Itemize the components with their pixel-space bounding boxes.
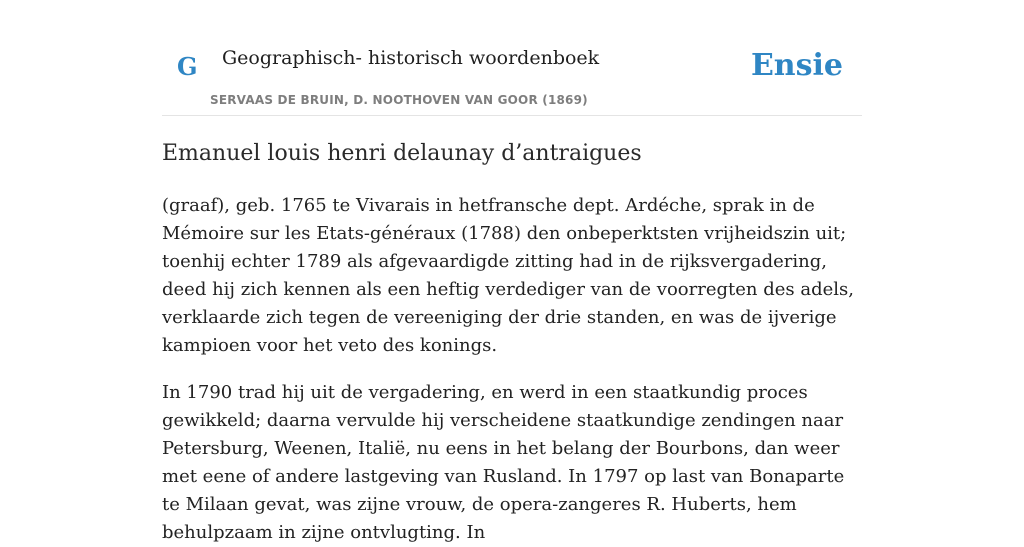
article (162, 136, 862, 547)
article-paragraph: In 1790 trad hij uit de vergadering, en werd in een staatkundig proces gewikkeld; daarna vervulde hij verscheidene staatkundige zendingen naar Petersburg, Weenen, Italië, nu eens in het belang der Bourbons, dan weer met eene of andere lastgeving van Rusland. In 1797 op last van Bonaparte te Milaan gevat, was zijne vrouw, de opera-zangeres R. Huberts, hem behulpzaam in zijne ontvlugting. In (162, 382, 845, 543)
ensie-logo-link[interactable]: Ensie (750, 48, 843, 83)
book-header (162, 38, 862, 116)
book-authors: SERVAAS DE BRUIN, D. NOOTHOVEN VAN GOOR (1869) (210, 93, 588, 107)
article-paragraph: (graaf), geb. 1765 te Vivarais in hetfransche dept. Ardéche, sprak in de Mémoire sur les Etats-généraux (1788) den onbeperktsten vrijheidszin uit; toenhij echter 1789 als afgevaardigde zitting had in de rijksvergadering, deed hij zich kennen als een heftig verdediger van de voorregten des adels, verklaarde zich tegen de vereeniging der drie standen, en was de ijverige kampioen voor het veto des konings. (162, 195, 854, 356)
book-title-link[interactable]: Geographisch- historisch woordenboek (222, 47, 600, 69)
book-initial-logo[interactable]: G (177, 52, 198, 81)
entry-title: Emanuel louis henri delaunay d’antraigues (162, 141, 642, 166)
